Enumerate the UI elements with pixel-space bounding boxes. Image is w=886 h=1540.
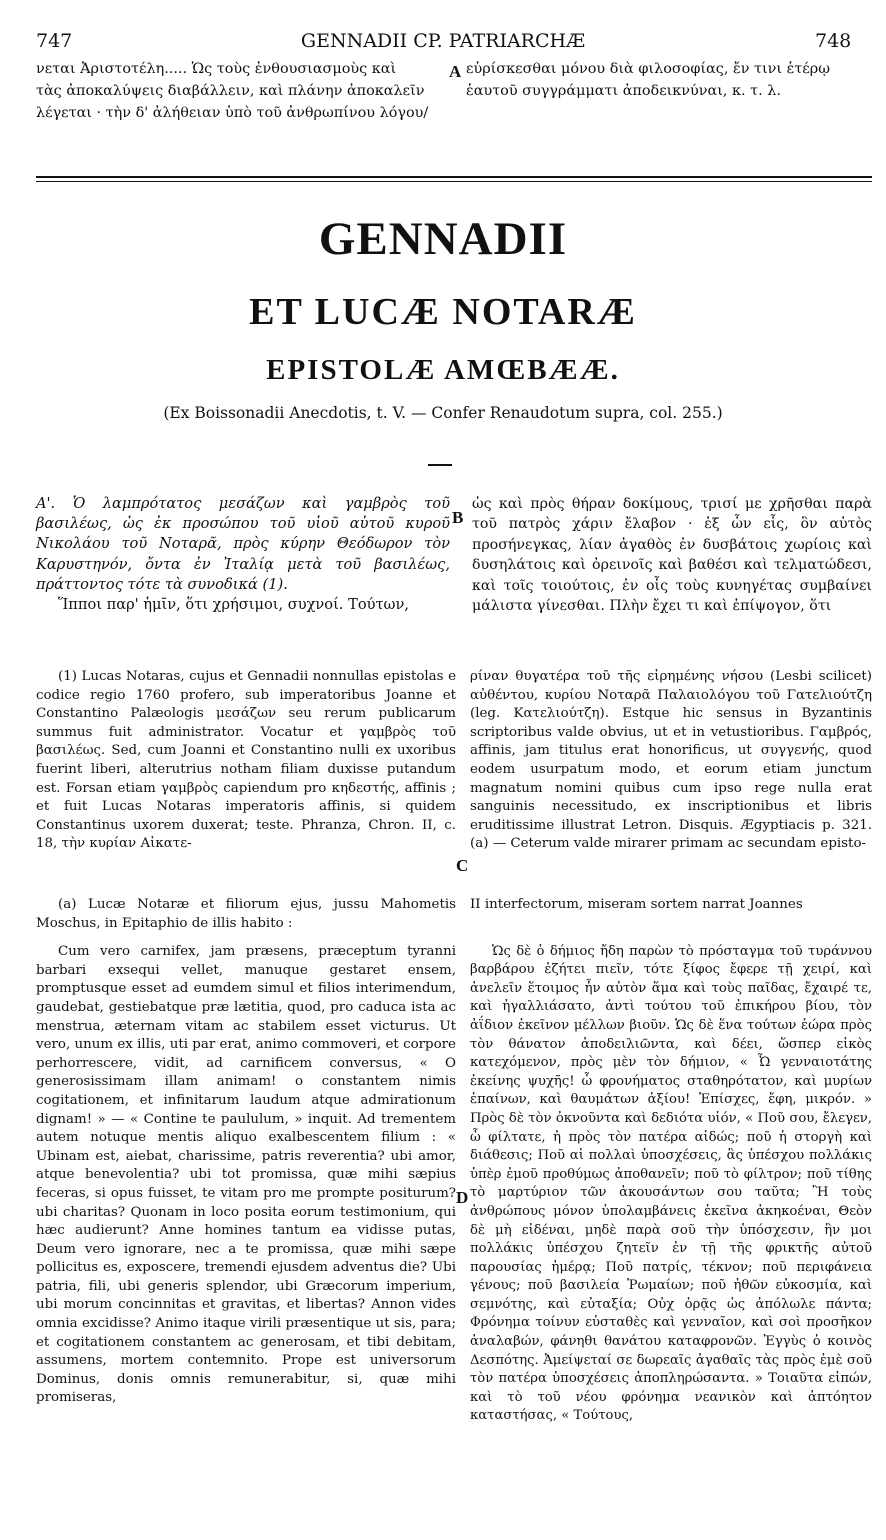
footnote-latin-text: Cum vero carnifex, jam præsens, præceptum tyranni barbari exsequi vellet, manuque gestaret ensem, promptusque esset ad eumdem simul et filios interimendum, gaudebat, gestiebatque præ lætitia, quod, pro caduca ista ac menstrua, æternam vitam ac stabilem esset victurus. Ut vero, unum ex illis, uti par erat, animo commoveri, et corpore perhorrescere, vidit, ad carnificem conversus, « O generosissimam illam animam! o constantem nimis cogitationem, et infinitarum laudum atque admirationum dignam! » — « Contine te paululum, » inquit. Ad trementem autem notuque mentis aliquo exalbescentem filium : « Ubinam est, aiebat, charissime, patris reverentia? ubi amor, atque benevolentia? ubi tot promissa, quæ mihi sæpius feceras, si opus fuisset, te vitam pro me prompte positurum? ubi charitas? Quonam in loco posita eorum testimonium, qui hæc audierunt? Anne homines tantum ea vidisse putas, Deum vero ignorare, nec a te promissa, quæ mihi sæpe pollicitus es, exposcere, tremendi ejusdem adventus die? Ubi patria, fili, ubi generis splendor, ubi Græcorum imperium, ubi morum concinnitas et gravitas, et libertas? Annon vides omnia excidisse? Animo itaque virili præsentique ut sis, para; et cogitationem constantem ac generosam, et tibi debitam, assumens, mortem contemnito. Prope est universorum Dominus, donis omnis remunerabitur, si, quæ mihi promiseras, — [36, 944, 456, 1406]
margin-letter-d: D — [456, 1188, 469, 1207]
footnote-greek-text: Ὡς δὲ ὁ δήμιος ἤδη παρὼν τὸ πρόσταγμα τοῦ τυράννου βαρβάρου ἐζήτει πιεῖν, τότε ξίφος ἔφερε τῇ χειρί, καὶ ἀνελεῖν ἕτοιμος ἦν αὐτὸν ἅμα καὶ τοὺς παῖδας, ἔχαιρέ τε, καὶ ἠγαλλιάσατο, ἀντὶ τούτου τοῦ ἐπικήρου βίου, τὸν ἀΐδιον ἐκεῖνον μέλλων βιοῦν. Ὡς δὲ ἕνα τούτων ἑώρα πρὸς τὸν θάνατον ἀποδειλιῶντα, καὶ δέει, ὥσπερ εἰκὸς κατεχόμενον, πρὸς μὲν τὸν δήμιον, « Ὦ γενναιοτάτης ἐκείνης ψυχῆς! ὦ φρονήματος σταθηρότατον, καὶ μυρίων ἐπαίνων, καὶ θαυμάτων ἀξίου! Ἐπίσχες, ἔφη, μικρόν. » Πρὸς δὲ τὸν ὀκνοῦντα καὶ δεδιότα υἱόν, « Ποῦ σου, ἔλεγεν, ὦ φίλτατε, ἡ πρὸς τὸν πατέρα αἰδώς; ποῦ ἡ στοργὴ καὶ διάθεσις; Ποῦ αἱ πολλαὶ ὑποσχέσεις, ἃς ὑπέσχου πολλάκις ὑπὲρ ἐμοῦ προθύμως ἀποθανεῖν; ποῦ τὸ φίλτρον; ποῦ τίθης τὸ μαρτύριον τῶν ἀκουσάντων σου ταῦτα; Ἢ τοὺς ἀνθρώπους μόνον ὑπολαμβάνεις ἐκεῖνα ἀκηκοέναι, Θεὸν δὲ μὴ εἰδέναι, μηδὲ παρὰ σοῦ τὴν ὑπόσχεσιν, ἣν μοι πολλάκις ὑπέσχου ζητεῖν ἐν τῇ τῆς φρικτῆς αὐτοῦ παρουσίας ἡμέρᾳ; Ποῦ πατρίς, τέκνον; ποῦ περιφάνεια γένους; ποῦ βασιλεία Ῥωμαίων; ποῦ ἠθῶν εὐκοσμία, καὶ σεμνότης, καὶ εὐταξία; Οὐχ ὁρᾷς ὡς ἀπόλωλε πάντα; Φρόνημα τοίνυν εὐσταθὲς καὶ γενναῖον, καὶ σοὶ προσῆκον ἀναλαβών, φάνηθι θανάτου καταφρονῶν. Ἐγγὺς ὁ κοινὸς Δεσπότης. Ἀμείψεταί σε δωρεαῖς ἀγαθαῖς τὰς πρὸς ἐμὲ σοῦ τὸν πατέρα ὑποσχέσεις ἀποπληρώσαντα. » Τοιαῦτα εἰπών, καὶ τὸ τοῦ νέου φρόνημα νεανικὸν καὶ ἀπτόητον καταστήσας, « Τούτους, — [470, 943, 872, 1424]
footnote-1-right — [470, 668, 872, 854]
footnote-intro: (a) Lucæ Notaræ et filiorum ejus, jussu Mahometis Moschus, in Epitaphio de illis habito : — [36, 897, 456, 931]
footnote-a-right — [470, 896, 872, 1426]
short-rule — [428, 464, 452, 466]
margin-letter-c: C — [456, 856, 469, 875]
letter-text: Ἵπποι παρ' ἡμῖν, ὅτι χρήσιμοι, συχνοί. Τούτων, — [58, 596, 409, 614]
letter-right-column — [472, 494, 872, 616]
letter-text: ὡς καὶ πρὸς θήραν δοκίμους, τρισί με χρῆσθαι παρὰ τοῦ πατρὸς χάριν ἔλαβον · ἐξ ὧν εἷς, ὃν αὐτὸς προσήνεγκας, λίαν ἀγαθὸς ἐν δυσβάτοις χωρίοις καὶ δυσηλάτοις καὶ ὀρεινοῖς καὶ βαθέσι καὶ τελματώδεσι, καὶ τοῖς τοιούτοις, ἐν οἷς τοὺς κυνηγέτας συμβαίνει μάλιστα γίνεσθαι. Πλὴν ἔχει τι καὶ ἐπίψογον, ὅτι — [472, 496, 872, 615]
section-rule — [36, 181, 872, 182]
page-number-right: 748 — [815, 30, 852, 52]
footnote-1-left — [36, 668, 456, 854]
title-gennadii: GENNADII — [318, 213, 568, 265]
top-continuation-left — [36, 58, 448, 124]
top-continuation-right — [466, 58, 871, 102]
running-title: GENNADII CP. PATRIARCHÆ — [300, 30, 586, 52]
text-line: λέγεται · τὴν δ' ἀλήθειαν ὑπὸ τοῦ ἀνθρωπίνου λόγου/ — [36, 105, 429, 121]
section-rule — [36, 176, 872, 178]
text-line: τὰς ἀποκαλύψεις διαβάλλειν, καὶ πλάνην ἀποκαλεῖν — [36, 83, 425, 99]
text-line: νεται Ἀριστοτέλη..... Ὡς τοὺς ἐνθουσιασμοὺς καὶ — [36, 61, 397, 77]
footnote-a-left — [36, 896, 456, 1408]
title-notarae: ET LUCÆ NOTARÆ — [249, 291, 637, 333]
footnote-text: ρίναν θυγατέρα τοῦ τῆς εἰρημένης νήσου (Lesbi scilicet) αὐθέντου, κυρίου Νοταρᾶ Παλαιολόγου τοῦ Γατελιούτζη (leg. Κατελιούτζη). Estque hic sensus in Byzantinis scriptoribus valde obvius, ut et in vetustioribus. Γαμβρός, affinis, jam titulus erat honorificus, ut συγγενής, quod eodem usurpatum modo, et eorum etiam junctum magnatum nomini quibus cum ipso rege nulla erat sanguinis necessitudo, ex inscriptionibus et libris eruditissime illustrat Letron. Disquis. Ægyptiacis p. 321. (a) — Ceterum valde mirarer primam ac secundam episto- — [470, 669, 872, 852]
title-epistolae: EPISTOLÆ AMŒBÆÆ. — [266, 354, 620, 386]
margin-letter-a: A — [449, 62, 462, 81]
footnote-text: (1) Lucas Notaras, cujus et Gennadii nonnullas epistolas e codice regio 1760 profero, sub imperatoribus Joanne et Constantino Palæologis μεσάζων seu rerum publicarum summus fuit administrator. Vocatur et γαμβρὸς τοῦ βασιλέως. Sed, cum Joanni et Constantino nulli ex uxoribus fuerint liberi, alterutrius notham filiam duxisse putandum est. Forsan etiam γαμβρὸς capiendum pro κηδεστής, affinis ; et fuit Lucas Notaras imperatoris affinis, si quidem Constantinus uxorem duxerat; teste. Phranza, Chron. II, c. 18, τὴν κυρίαν Αἰκατε- — [36, 669, 456, 852]
page-number-left: 747 — [36, 30, 73, 52]
letter-left-column — [36, 494, 450, 615]
text-line: εὑρίσκεσθαι μόνου διὰ φιλοσοφίας, ἔν τινι ἑτέρῳ — [466, 61, 830, 77]
margin-letter-b: B — [452, 508, 464, 527]
source-note: (Ex Boissonadii Anecdotis, t. V. — Confer Renaudotum supra, col. 255.) — [163, 404, 723, 422]
letter-heading: Α'. Ὁ λαμπρότατος μεσάζων καὶ γαμβρὸς τοῦ βασιλέως, ὡς ἐκ προσώπου τοῦ υἱοῦ αὐτοῦ κυροῦ Νικολάου τοῦ Νοταρᾶ, πρὸς κύρην Θεόδωρον τὸν Καρυστηνόν, ὄντα ἐν Ἰταλίᾳ μετὰ τοῦ βασιλέως, πράττοντος τότε τὰ συνοδικά (1). — [36, 495, 450, 593]
text-line: ἑαυτοῦ συγγράμματι ἀποδεικνύναι, κ. τ. λ. — [466, 83, 781, 99]
footnote-intro: II interfectorum, miseram sortem narrat Joannes — [470, 897, 803, 912]
